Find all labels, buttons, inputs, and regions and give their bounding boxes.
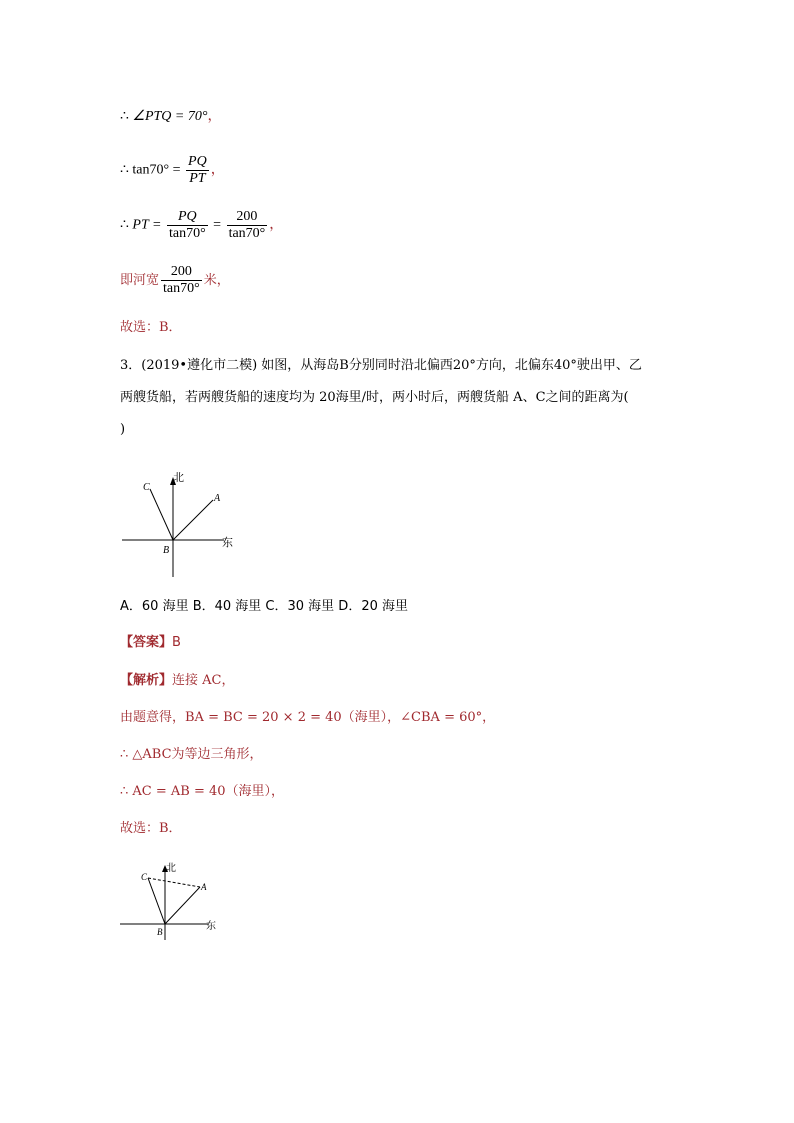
step-pt — [120, 209, 283, 242]
numerator: 200 — [161, 264, 202, 281]
analysis-row — [120, 672, 234, 690]
point-c-label: C — [143, 482, 150, 493]
question-line-3: ) — [120, 422, 126, 437]
point-b-label: B — [157, 927, 163, 937]
answer-options: A．60 海里 B．40 海里 C．30 海里 D．20 海里 — [120, 599, 408, 614]
step-tan70 — [120, 154, 225, 187]
answer-value: B — [172, 635, 181, 650]
pt-lhs: PT = — [132, 217, 165, 233]
therefore-symbol: ∴ — [120, 162, 133, 178]
numerator: PQ — [167, 209, 208, 226]
solution-step-3: ∴ AC = AB = 40（海里）， — [120, 784, 285, 799]
solution-step-4: 故选：B． — [120, 821, 182, 836]
denominator: tan70° — [228, 226, 266, 241]
punct: ， — [269, 217, 284, 233]
east-label: 东 — [222, 537, 233, 549]
solution-figure — [118, 858, 228, 943]
question-line-2: 两艘货船，若两艘货船的速度均为 20海里/时，两小时后，两艘货船 A、C之间的距离为( — [120, 390, 629, 405]
north-label: 北 — [166, 863, 176, 874]
solution-step-2: ∴ △ABC为等边三角形， — [120, 747, 263, 762]
solution-step-1: 由题意得，BA = BC = 20 × 2 = 40（海里），∠CBA = 60°， — [120, 710, 496, 725]
river-width — [120, 264, 230, 297]
punct: ， — [207, 109, 222, 124]
denominator: PT — [189, 171, 206, 186]
numerator: PQ — [188, 154, 207, 169]
direction-figure — [118, 465, 248, 580]
point-a-label: A — [214, 493, 221, 504]
choose-answer: 故选：B． — [120, 320, 182, 335]
answer-label: 【答案】 — [120, 635, 173, 650]
tan-lhs: tan70° = — [132, 162, 185, 178]
denominator: tan70° — [163, 281, 200, 296]
question-line-1: 3．(2019•遵化市二模) 如图，从海岛B分别同时沿北偏西20°方向，北偏东40°驶出甲、乙 — [120, 358, 642, 373]
equals: = — [209, 217, 225, 233]
step-angle-ptq — [120, 108, 221, 126]
answer-row — [120, 634, 181, 652]
fraction-pq-tan — [167, 209, 208, 242]
therefore-symbol: ∴ — [120, 217, 133, 233]
therefore-symbol: ∴ — [120, 109, 133, 124]
river-text: 即河宽 — [120, 273, 160, 288]
analysis-text: 连接 AC， — [172, 673, 235, 688]
numerator: 200 — [227, 209, 268, 226]
angle-expr: ∠PTQ = 70° — [132, 109, 208, 124]
fraction-width — [161, 264, 202, 297]
fraction-200-tan — [227, 209, 268, 242]
north-label: 北 — [173, 472, 184, 484]
punct: ， — [210, 162, 225, 178]
unit-text: 米， — [203, 273, 230, 288]
point-c-label: C — [141, 872, 148, 882]
point-a-label: A — [201, 882, 207, 892]
denominator: tan70° — [168, 226, 206, 241]
east-label: 东 — [206, 921, 216, 932]
analysis-label: 【解析】 — [120, 673, 173, 688]
point-b-label: B — [163, 545, 170, 556]
fraction-pq-pt — [186, 154, 209, 187]
